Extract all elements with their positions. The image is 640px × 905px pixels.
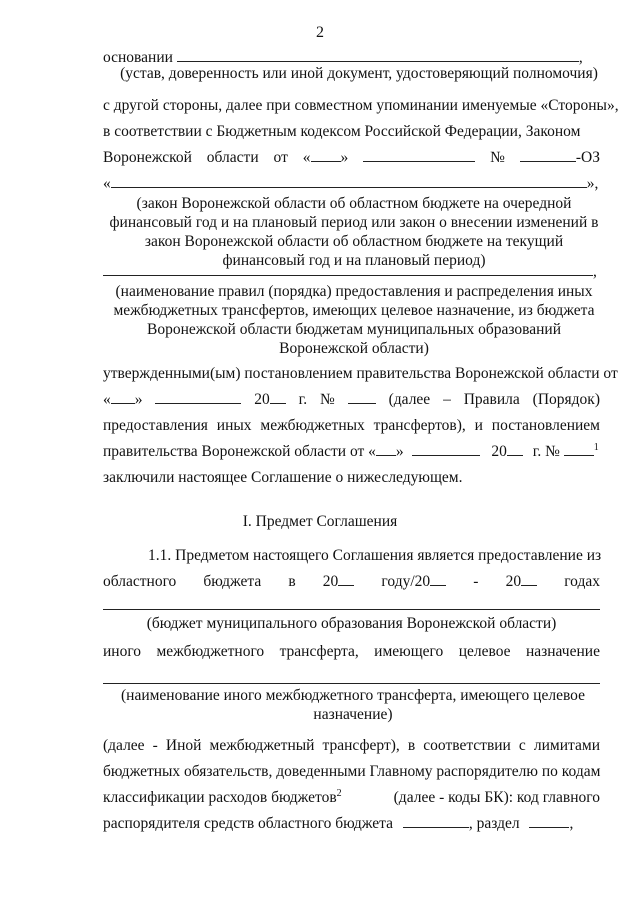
concluded-line: заключили настоящее Соглашение о нижеследующем. bbox=[103, 469, 463, 486]
years-line: областного бюджета в 20 году/20 - 20 годах bbox=[103, 573, 600, 590]
approved-line: утвержденными(ым) постановлением правительства Воронежской области от bbox=[103, 365, 618, 382]
footnote-ref-2: 2 bbox=[336, 787, 342, 799]
resolution-day-blank bbox=[376, 442, 396, 456]
distributor-code-blank bbox=[403, 814, 469, 828]
approved-month-blank bbox=[155, 390, 241, 404]
resolution-line: правительства Воронежской области от « » 20 г. № $^1$ bbox=[103, 441, 599, 460]
rules-line: , bbox=[103, 262, 600, 282]
law-ref-line: Воронежской области от « » № -ОЗ bbox=[103, 149, 600, 166]
transfer-caption: (наименование иного межбюджетного трансферта, имеющего целевое назначение) bbox=[120, 687, 585, 723]
page-number: 2 bbox=[316, 24, 324, 41]
law-name-line: « », bbox=[103, 175, 599, 192]
provision-line: предоставления иных межбюджетных трансфертов), и постановлением bbox=[103, 417, 600, 434]
rules-blank bbox=[103, 262, 593, 276]
budget-blank bbox=[103, 609, 600, 610]
basis-comma: , bbox=[578, 49, 583, 66]
budget-caption: (бюджет муниципального образования Воронежской области) bbox=[146, 615, 557, 632]
basis-caption: (устав, доверенность или иной документ, удостоверяющий полномочия) bbox=[120, 65, 598, 82]
rules-caption: (наименование правил (порядка) предоставления и распределения иных межбюджетных трансфертов, имеющих целевое назначение, из бюджета Воронежской области бюджетам муниципальных образований Воронежской области) bbox=[113, 283, 595, 357]
parties-line: с другой стороны, далее при совместном упоминании именуемые «Стороны», bbox=[103, 97, 619, 114]
code-line: в соответствии с Бюджетным кодексом Российской Федерации, Законом bbox=[103, 123, 581, 140]
resolution-number-blank bbox=[564, 442, 594, 456]
section-title: I. Предмет Соглашения bbox=[242, 513, 398, 530]
obligations-line: бюджетных обязательств, доведенными Главному распорядителю по кодам bbox=[103, 763, 601, 780]
transfer-line: иного межбюджетного трансферта, имеющего целевое назначение bbox=[103, 643, 600, 660]
transfer-name-blank bbox=[103, 683, 600, 684]
law-caption: (закон Воронежской области об областном бюджете на очередной финансовый год и на плановый период или закон о внесении изменений в закон Воронежской области об областном бюджете на текущий финансовый год и на плановый период) bbox=[109, 195, 599, 269]
subject-line: 1.1. Предметом настоящего Соглашения является предоставление из bbox=[148, 547, 602, 564]
approved-day-blank bbox=[111, 390, 135, 404]
limits-line: (далее - Иной межбюджетный трансферт), в соответствии с лимитами bbox=[103, 737, 600, 754]
basis-blank bbox=[177, 48, 579, 62]
law-day-blank bbox=[311, 148, 341, 162]
law-name-blank bbox=[111, 174, 587, 188]
approved-date-line: « » 20 г. № (далее – Правила (Порядок) bbox=[103, 391, 600, 408]
footnote-ref-1: 1 bbox=[593, 441, 599, 453]
section-code-blank bbox=[529, 814, 569, 828]
law-date-blank bbox=[363, 148, 475, 162]
classification-line: классификации расходов бюджетов$^2$ (далее - коды БК): код главного bbox=[103, 787, 600, 806]
distributor-line: распорядителя средств областного бюджета , раздел , bbox=[103, 815, 574, 832]
basis-label: основании bbox=[103, 49, 173, 66]
law-number-blank bbox=[520, 148, 576, 162]
approved-number-blank bbox=[348, 390, 376, 404]
resolution-month-blank bbox=[412, 442, 480, 456]
